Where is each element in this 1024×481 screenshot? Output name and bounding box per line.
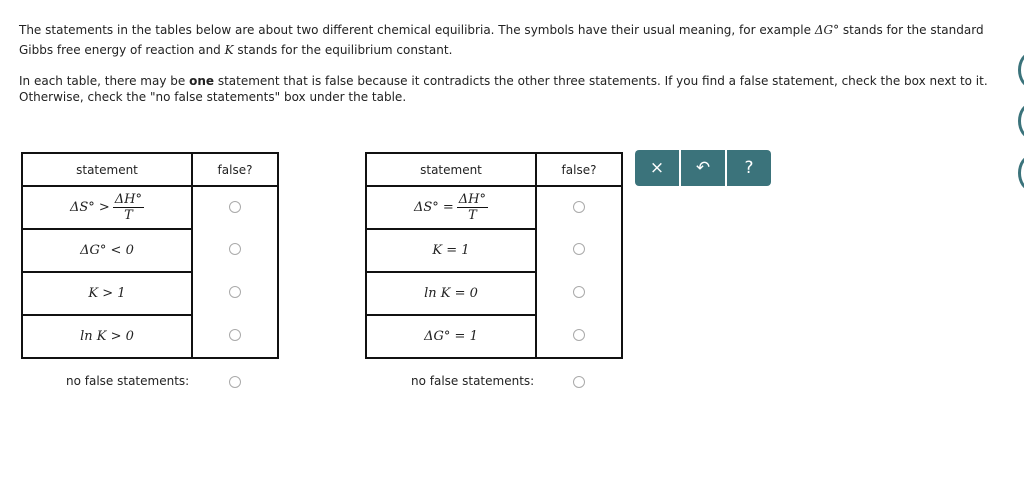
statement: ln K = 0 <box>366 272 536 315</box>
side-button[interactable] <box>1018 52 1024 88</box>
table-row <box>22 315 278 358</box>
no-false-label: no false statements: <box>411 374 535 388</box>
fraction <box>113 192 144 223</box>
text: The statements in the tables below are about two different chemical equilibria. The symbols have their usual meaning, for example <box>19 23 815 37</box>
table-row <box>366 315 622 358</box>
statement: K > 1 <box>22 272 192 315</box>
text: In each table, there may be <box>19 74 190 88</box>
lhs: ΔS° > <box>69 200 110 215</box>
false-radio[interactable] <box>573 243 585 255</box>
text: stands for the standard Gibbs free energy of reaction and <box>19 23 984 57</box>
side-button[interactable] <box>1018 103 1024 139</box>
header-statement: statement <box>366 153 536 186</box>
false-radio[interactable] <box>229 243 241 255</box>
answer-toolbar <box>635 150 771 186</box>
table-row <box>22 186 278 229</box>
false-radio[interactable] <box>573 329 585 341</box>
no-false-radio[interactable] <box>229 376 241 388</box>
statement: ΔG° = 1 <box>366 315 536 358</box>
statement <box>22 186 192 229</box>
false-radio[interactable] <box>573 201 585 213</box>
intro-paragraph-1 <box>19 20 994 60</box>
denominator: T <box>124 208 133 223</box>
false-radio[interactable] <box>229 329 241 341</box>
table-row <box>22 229 278 272</box>
help-button[interactable]: ? <box>727 150 771 186</box>
undo-button[interactable]: ↶ <box>681 150 725 186</box>
intro-paragraph-2 <box>19 73 994 105</box>
no-false-label: no false statements: <box>66 374 190 388</box>
table-row <box>366 229 622 272</box>
statement: ln K > 0 <box>22 315 192 358</box>
header-false: false? <box>536 153 622 186</box>
false-radio[interactable] <box>229 286 241 298</box>
numerator: ΔH° <box>458 192 487 207</box>
side-button[interactable] <box>1018 155 1024 191</box>
false-radio[interactable] <box>229 201 241 213</box>
lhs: ΔS° = <box>413 200 454 215</box>
math: ΔG° <box>814 23 840 37</box>
fraction <box>457 192 488 223</box>
header-false: false? <box>192 153 278 186</box>
header-statement: statement <box>22 153 192 186</box>
statement-table-2 <box>365 152 623 359</box>
numerator: ΔH° <box>114 192 143 207</box>
statement <box>366 186 536 229</box>
statement-table-1 <box>21 152 279 359</box>
table-row <box>366 272 622 315</box>
no-false-radio[interactable] <box>573 376 585 388</box>
clear-button[interactable]: × <box>635 150 679 186</box>
math: K <box>224 43 234 57</box>
false-radio[interactable] <box>573 286 585 298</box>
denominator: T <box>468 208 477 223</box>
statement: K = 1 <box>366 229 536 272</box>
statement: ΔG° < 0 <box>22 229 192 272</box>
table-row <box>22 272 278 315</box>
table-row <box>366 186 622 229</box>
bold-text: one <box>189 74 215 88</box>
text: stands for the equilibrium constant. <box>233 43 453 57</box>
text: statement that is false because it contradicts the other three statements. If you find a false statement, check the box next to it. Otherwise, check the "no false statements" box under the table. <box>19 74 988 104</box>
